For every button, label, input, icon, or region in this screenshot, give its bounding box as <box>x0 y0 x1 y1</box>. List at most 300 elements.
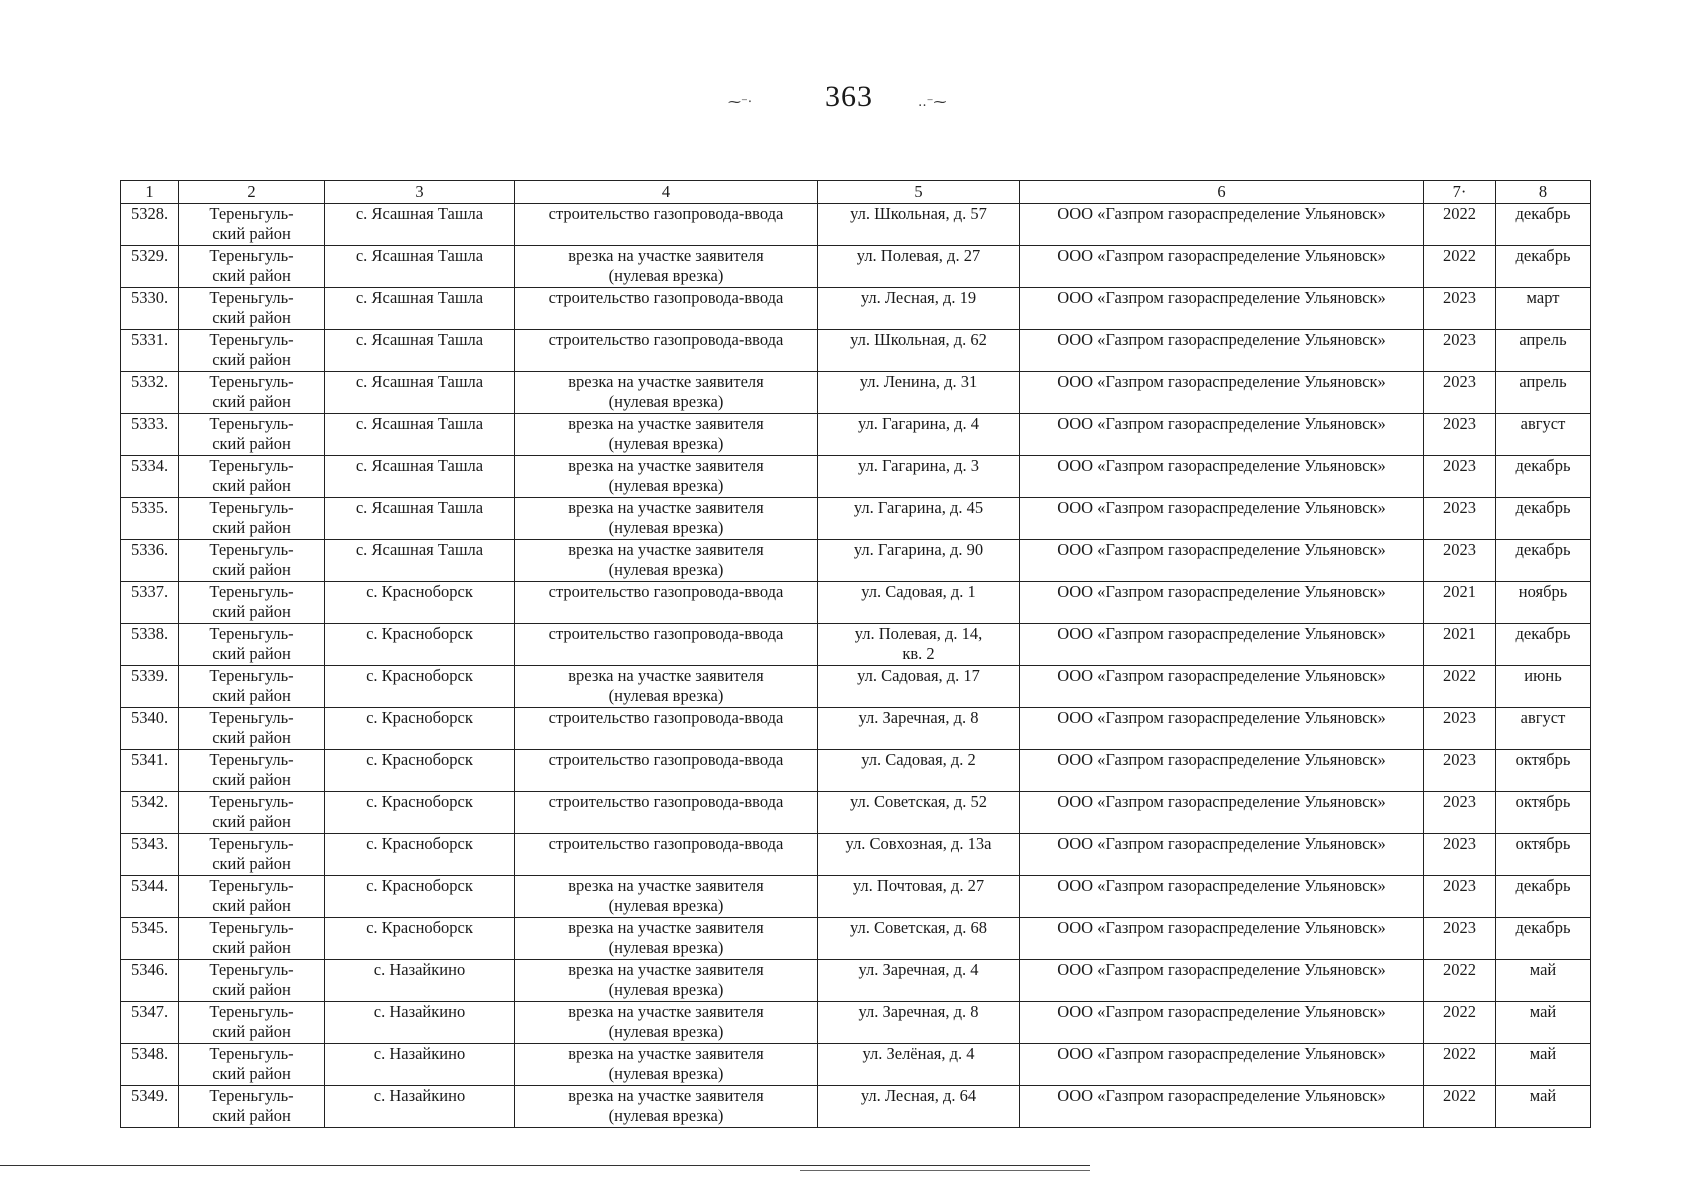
district-cell <box>179 288 325 330</box>
year-cell: 2023 <box>1424 288 1496 330</box>
month-cell: июнь <box>1496 666 1591 708</box>
settlement-cell: с. Назайкино <box>325 1044 515 1086</box>
work-type-cell-line: строительство газопровода-ввода <box>548 792 784 811</box>
work-type-cell <box>515 582 818 624</box>
work-type-cell <box>515 330 818 372</box>
address-cell <box>818 708 1020 750</box>
work-type-cell <box>515 1086 818 1128</box>
district-cell-line: Тереньгуль- <box>209 456 294 475</box>
settlement-cell: с. Ясашная Ташла <box>325 414 515 456</box>
year-cell: 2022 <box>1424 960 1496 1002</box>
district-cell <box>179 246 325 288</box>
work-type-cell-line: (нулевая врезка) <box>608 938 724 957</box>
organization-cell: ООО «Газпром газораспределение Ульяновск» <box>1020 414 1424 456</box>
address-cell <box>818 1002 1020 1044</box>
month-cell: декабрь <box>1496 498 1591 540</box>
table-row <box>121 540 1591 582</box>
address-cell-line: ул. Садовая, д. 1 <box>861 582 976 601</box>
table-row <box>121 288 1591 330</box>
district-cell <box>179 918 325 960</box>
address-cell-line: ул. Заречная, д. 4 <box>858 960 979 979</box>
address-cell-line: ул. Лесная, д. 19 <box>860 288 977 307</box>
table-row <box>121 792 1591 834</box>
organization-cell: ООО «Газпром газораспределение Ульяновск» <box>1020 246 1424 288</box>
row-number: 5348. <box>121 1044 179 1086</box>
year-cell: 2022 <box>1424 666 1496 708</box>
work-type-cell <box>515 540 818 582</box>
district-cell-line: Тереньгуль- <box>209 1044 294 1063</box>
table-row <box>121 414 1591 456</box>
address-cell <box>818 246 1020 288</box>
settlement-cell: с. Красноборск <box>325 666 515 708</box>
table-row <box>121 372 1591 414</box>
month-cell: декабрь <box>1496 456 1591 498</box>
address-cell <box>818 372 1020 414</box>
district-cell-line: ский район <box>212 896 291 915</box>
address-cell-line: ул. Школьная, д. 62 <box>850 330 987 349</box>
organization-cell: ООО «Газпром газораспределение Ульяновск» <box>1020 792 1424 834</box>
district-cell-line: Тереньгуль- <box>209 960 294 979</box>
table-row <box>121 582 1591 624</box>
row-number: 5335. <box>121 498 179 540</box>
work-type-cell-line: врезка на участке заявителя <box>568 918 764 937</box>
district-cell-line: Тереньгуль- <box>209 1002 294 1021</box>
address-cell-line: ул. Зелёная, д. 4 <box>862 1044 975 1063</box>
year-cell: 2023 <box>1424 540 1496 582</box>
address-cell-line: ул. Советская, д. 68 <box>849 918 988 937</box>
organization-cell: ООО «Газпром газораспределение Ульяновск» <box>1020 750 1424 792</box>
address-cell <box>818 540 1020 582</box>
district-cell <box>179 666 325 708</box>
table-row <box>121 1044 1591 1086</box>
organization-cell: ООО «Газпром газораспределение Ульяновск» <box>1020 330 1424 372</box>
row-number: 5346. <box>121 960 179 1002</box>
register-body <box>121 204 1591 1128</box>
year-cell: 2023 <box>1424 876 1496 918</box>
table-row <box>121 456 1591 498</box>
row-number: 5333. <box>121 414 179 456</box>
address-cell <box>818 792 1020 834</box>
address-cell <box>818 834 1020 876</box>
address-cell-line: ул. Садовая, д. 2 <box>861 750 976 769</box>
year-cell: 2022 <box>1424 1086 1496 1128</box>
work-type-cell-line: врезка на участке заявителя <box>568 876 764 895</box>
district-cell <box>179 498 325 540</box>
work-type-cell <box>515 834 818 876</box>
address-cell <box>818 1086 1020 1128</box>
work-type-cell-line: строительство газопровода-ввода <box>548 834 784 853</box>
work-type-cell-line: (нулевая врезка) <box>608 980 724 999</box>
address-cell <box>818 750 1020 792</box>
settlement-cell: с. Назайкино <box>325 1086 515 1128</box>
work-type-cell-line: врезка на участке заявителя <box>568 540 764 559</box>
settlement-cell: с. Ясашная Ташла <box>325 498 515 540</box>
work-type-cell-line: врезка на участке заявителя <box>568 1086 764 1105</box>
district-cell-line: ский район <box>212 1064 291 1083</box>
organization-cell: ООО «Газпром газораспределение Ульяновск» <box>1020 204 1424 246</box>
address-cell <box>818 414 1020 456</box>
organization-cell: ООО «Газпром газораспределение Ульяновск» <box>1020 498 1424 540</box>
work-type-cell <box>515 372 818 414</box>
district-cell-line: ский район <box>212 392 291 411</box>
district-cell-line: ский район <box>212 770 291 789</box>
work-type-cell-line: строительство газопровода-ввода <box>548 624 784 643</box>
settlement-cell: с. Ясашная Ташла <box>325 288 515 330</box>
month-cell: март <box>1496 288 1591 330</box>
table-row <box>121 960 1591 1002</box>
row-number: 5331. <box>121 330 179 372</box>
work-type-cell <box>515 624 818 666</box>
work-type-cell <box>515 204 818 246</box>
settlement-cell: с. Ясашная Ташла <box>325 246 515 288</box>
month-cell: октябрь <box>1496 750 1591 792</box>
district-cell-line: ский район <box>212 1106 291 1125</box>
address-cell-line: ул. Гагарина, д. 4 <box>858 414 979 433</box>
work-type-cell-line: врезка на участке заявителя <box>568 414 764 433</box>
organization-cell: ООО «Газпром газораспределение Ульяновск» <box>1020 372 1424 414</box>
district-cell-line: Тереньгуль- <box>209 288 294 307</box>
address-cell <box>818 918 1020 960</box>
district-cell <box>179 540 325 582</box>
row-number: 5340. <box>121 708 179 750</box>
year-cell: 2023 <box>1424 372 1496 414</box>
address-cell <box>818 330 1020 372</box>
month-cell: апрель <box>1496 372 1591 414</box>
work-type-cell-line: врезка на участке заявителя <box>568 456 764 475</box>
settlement-cell: с. Красноборск <box>325 750 515 792</box>
year-cell: 2023 <box>1424 918 1496 960</box>
settlement-cell: с. Ясашная Ташла <box>325 204 515 246</box>
district-cell-line: ский район <box>212 560 291 579</box>
year-cell: 2023 <box>1424 708 1496 750</box>
work-type-cell <box>515 666 818 708</box>
year-cell: 2021 <box>1424 582 1496 624</box>
district-cell <box>179 750 325 792</box>
table-row <box>121 246 1591 288</box>
address-cell-line: ул. Лесная, д. 64 <box>860 1086 977 1105</box>
header-row <box>121 181 1591 204</box>
district-cell-line: ский район <box>212 644 291 663</box>
row-number: 5334. <box>121 456 179 498</box>
address-cell <box>818 666 1020 708</box>
table-row <box>121 1002 1591 1044</box>
work-type-cell <box>515 414 818 456</box>
district-cell <box>179 204 325 246</box>
row-number: 5339. <box>121 666 179 708</box>
month-cell: август <box>1496 708 1591 750</box>
work-type-cell-line: врезка на участке заявителя <box>568 372 764 391</box>
address-cell-line: ул. Заречная, д. 8 <box>858 1002 979 1021</box>
table-row <box>121 708 1591 750</box>
work-type-cell <box>515 750 818 792</box>
organization-cell: ООО «Газпром газораспределение Ульяновск» <box>1020 288 1424 330</box>
work-type-cell-line: (нулевая врезка) <box>608 476 724 495</box>
col-header-address: 5 <box>818 181 1020 204</box>
district-cell <box>179 708 325 750</box>
work-type-cell-line: строительство газопровода-ввода <box>548 288 784 307</box>
settlement-cell: с. Назайкино <box>325 960 515 1002</box>
row-number: 5337. <box>121 582 179 624</box>
district-cell <box>179 414 325 456</box>
address-cell <box>818 498 1020 540</box>
district-cell <box>179 960 325 1002</box>
district-cell <box>179 792 325 834</box>
work-type-cell-line: строительство газопровода-ввода <box>548 330 784 349</box>
month-cell: ноябрь <box>1496 582 1591 624</box>
month-cell: октябрь <box>1496 834 1591 876</box>
district-cell-line: Тереньгуль- <box>209 876 294 895</box>
organization-cell: ООО «Газпром газораспределение Ульяновск» <box>1020 624 1424 666</box>
district-cell-line: Тереньгуль- <box>209 918 294 937</box>
month-cell: декабрь <box>1496 246 1591 288</box>
district-cell-line: Тереньгуль- <box>209 792 294 811</box>
address-cell <box>818 204 1020 246</box>
table-row <box>121 918 1591 960</box>
work-type-cell-line: (нулевая врезка) <box>608 1022 724 1041</box>
work-type-cell <box>515 876 818 918</box>
work-type-cell <box>515 960 818 1002</box>
settlement-cell: с. Красноборск <box>325 624 515 666</box>
organization-cell: ООО «Газпром газораспределение Ульяновск» <box>1020 708 1424 750</box>
settlement-cell: с. Ясашная Ташла <box>325 372 515 414</box>
organization-cell: ООО «Газпром газораспределение Ульяновск» <box>1020 456 1424 498</box>
month-cell: май <box>1496 1002 1591 1044</box>
work-type-cell <box>515 918 818 960</box>
year-cell: 2022 <box>1424 204 1496 246</box>
organization-cell: ООО «Газпром газораспределение Ульяновск» <box>1020 1002 1424 1044</box>
settlement-cell: с. Ясашная Ташла <box>325 456 515 498</box>
work-type-cell-line: врезка на участке заявителя <box>568 666 764 685</box>
margin-mark-right: ‥⁻⁓ <box>918 94 947 109</box>
row-number: 5347. <box>121 1002 179 1044</box>
district-cell-line: Тереньгуль- <box>209 666 294 685</box>
row-number: 5338. <box>121 624 179 666</box>
district-cell-line: ский район <box>212 518 291 537</box>
col-header-organization: 6 <box>1020 181 1424 204</box>
work-type-cell-line: (нулевая врезка) <box>608 518 724 537</box>
row-number: 5332. <box>121 372 179 414</box>
district-cell-line: ский район <box>212 350 291 369</box>
work-type-cell-line: строительство газопровода-ввода <box>548 750 784 769</box>
row-number: 5329. <box>121 246 179 288</box>
district-cell <box>179 834 325 876</box>
month-cell: декабрь <box>1496 624 1591 666</box>
district-cell-line: Тереньгуль- <box>209 582 294 601</box>
district-cell <box>179 582 325 624</box>
year-cell: 2022 <box>1424 246 1496 288</box>
work-type-cell-line: врезка на участке заявителя <box>568 498 764 517</box>
address-cell-line: ул. Полевая, д. 27 <box>856 246 981 265</box>
work-type-cell-line: (нулевая врезка) <box>608 1064 724 1083</box>
address-cell <box>818 624 1020 666</box>
district-cell-line: ский район <box>212 1022 291 1041</box>
district-cell-line: Тереньгуль- <box>209 246 294 265</box>
work-type-cell-line: строительство газопровода-ввода <box>548 582 784 601</box>
page-number: 363 <box>825 80 873 113</box>
district-cell-line: Тереньгуль- <box>209 330 294 349</box>
work-type-cell <box>515 1044 818 1086</box>
district-cell-line: ский район <box>212 854 291 873</box>
district-cell <box>179 372 325 414</box>
col-header-number: 1 <box>121 181 179 204</box>
district-cell-line: ский район <box>212 812 291 831</box>
organization-cell: ООО «Газпром газораспределение Ульяновск» <box>1020 666 1424 708</box>
work-type-cell <box>515 708 818 750</box>
year-cell: 2022 <box>1424 1044 1496 1086</box>
month-cell: август <box>1496 414 1591 456</box>
address-cell-line: ул. Ленина, д. 31 <box>859 372 978 391</box>
year-cell: 2022 <box>1424 1002 1496 1044</box>
address-cell-line: ул. Советская, д. 52 <box>849 792 988 811</box>
work-type-cell <box>515 498 818 540</box>
bottom-rule-secondary <box>800 1170 1090 1171</box>
row-number: 5342. <box>121 792 179 834</box>
district-cell-line: Тереньгуль- <box>209 708 294 727</box>
year-cell: 2023 <box>1424 330 1496 372</box>
work-type-cell <box>515 792 818 834</box>
month-cell: май <box>1496 1044 1591 1086</box>
address-cell-line: ул. Заречная, д. 8 <box>858 708 979 727</box>
district-cell-line: ский район <box>212 308 291 327</box>
organization-cell: ООО «Газпром газораспределение Ульяновск» <box>1020 582 1424 624</box>
district-cell-line: ский район <box>212 728 291 747</box>
month-cell: декабрь <box>1496 918 1591 960</box>
organization-cell: ООО «Газпром газораспределение Ульяновск» <box>1020 876 1424 918</box>
table-row <box>121 624 1591 666</box>
organization-cell: ООО «Газпром газораспределение Ульяновск» <box>1020 960 1424 1002</box>
year-cell: 2023 <box>1424 498 1496 540</box>
district-cell-line: Тереньгуль- <box>209 540 294 559</box>
settlement-cell: с. Красноборск <box>325 876 515 918</box>
work-type-cell-line: врезка на участке заявителя <box>568 960 764 979</box>
work-type-cell-line: врезка на участке заявителя <box>568 1002 764 1021</box>
month-cell: декабрь <box>1496 540 1591 582</box>
district-cell-line: ский район <box>212 686 291 705</box>
month-cell: октябрь <box>1496 792 1591 834</box>
settlement-cell: с. Ясашная Ташла <box>325 330 515 372</box>
table-row <box>121 876 1591 918</box>
district-cell-line: Тереньгуль- <box>209 624 294 643</box>
district-cell-line: ский район <box>212 476 291 495</box>
col-header-district: 2 <box>179 181 325 204</box>
district-cell-line: Тереньгуль- <box>209 834 294 853</box>
register-table <box>120 180 1591 1128</box>
table-row <box>121 330 1591 372</box>
organization-cell: ООО «Газпром газораспределение Ульяновск» <box>1020 540 1424 582</box>
row-number: 5345. <box>121 918 179 960</box>
work-type-cell-line: (нулевая врезка) <box>608 1106 724 1125</box>
district-cell <box>179 1044 325 1086</box>
address-cell <box>818 456 1020 498</box>
table-row <box>121 1086 1591 1128</box>
month-cell: декабрь <box>1496 204 1591 246</box>
address-cell <box>818 288 1020 330</box>
organization-cell: ООО «Газпром газораспределение Ульяновск» <box>1020 918 1424 960</box>
settlement-cell: с. Красноборск <box>325 792 515 834</box>
district-cell <box>179 1002 325 1044</box>
table-row <box>121 750 1591 792</box>
work-type-cell-line: строительство газопровода-ввода <box>548 204 784 223</box>
work-type-cell-line: (нулевая врезка) <box>608 896 724 915</box>
settlement-cell: с. Красноборск <box>325 582 515 624</box>
district-cell-line: Тереньгуль- <box>209 1086 294 1105</box>
work-type-cell-line: (нулевая врезка) <box>608 560 724 579</box>
district-cell <box>179 330 325 372</box>
address-cell-line: ул. Гагарина, д. 90 <box>853 540 984 559</box>
row-number: 5328. <box>121 204 179 246</box>
row-number: 5341. <box>121 750 179 792</box>
table-row <box>121 204 1591 246</box>
district-cell-line: ский район <box>212 602 291 621</box>
district-cell-line: Тереньгуль- <box>209 414 294 433</box>
work-type-cell <box>515 456 818 498</box>
address-cell-line: ул. Садовая, д. 17 <box>857 666 980 685</box>
district-cell <box>179 876 325 918</box>
month-cell: апрель <box>1496 330 1591 372</box>
district-cell-line: Тереньгуль- <box>209 750 294 769</box>
work-type-cell-line: (нулевая врезка) <box>608 686 724 705</box>
district-cell-line: Тереньгуль- <box>209 372 294 391</box>
row-number: 5349. <box>121 1086 179 1128</box>
col-header-month: 8 <box>1496 181 1591 204</box>
work-type-cell <box>515 288 818 330</box>
work-type-cell-line: врезка на участке заявителя <box>568 246 764 265</box>
work-type-cell <box>515 246 818 288</box>
organization-cell: ООО «Газпром газораспределение Ульяновск» <box>1020 1044 1424 1086</box>
work-type-cell <box>515 1002 818 1044</box>
table-row <box>121 834 1591 876</box>
year-cell: 2023 <box>1424 834 1496 876</box>
district-cell-line: ский район <box>212 938 291 957</box>
col-header-work: 4 <box>515 181 818 204</box>
address-cell-line: ул. Почтовая, д. 27 <box>852 876 985 895</box>
table-row <box>121 498 1591 540</box>
work-type-cell-line: строительство газопровода-ввода <box>548 708 784 727</box>
year-cell: 2023 <box>1424 750 1496 792</box>
address-cell-line: ул. Полевая, д. 14, <box>854 624 983 643</box>
work-type-cell-line: (нулевая врезка) <box>608 266 724 285</box>
row-number: 5344. <box>121 876 179 918</box>
address-cell-line: кв. 2 <box>902 644 935 663</box>
district-cell-line: Тереньгуль- <box>209 498 294 517</box>
work-type-cell-line: (нулевая врезка) <box>608 434 724 453</box>
settlement-cell: с. Красноборск <box>325 834 515 876</box>
month-cell: май <box>1496 1086 1591 1128</box>
year-cell: 2023 <box>1424 792 1496 834</box>
district-cell-line: ский район <box>212 266 291 285</box>
settlement-cell: с. Назайкино <box>325 1002 515 1044</box>
year-cell: 2021 <box>1424 624 1496 666</box>
address-cell-line: ул. Гагарина, д. 45 <box>853 498 984 517</box>
district-cell-line: ский район <box>212 980 291 999</box>
table-row <box>121 666 1591 708</box>
district-cell-line: Тереньгуль- <box>209 204 294 223</box>
address-cell-line: ул. Гагарина, д. 3 <box>858 456 979 475</box>
year-cell: 2023 <box>1424 414 1496 456</box>
col-header-year: 7· <box>1424 181 1496 204</box>
address-cell-line: ул. Совхозная, д. 13а <box>845 834 992 853</box>
district-cell <box>179 624 325 666</box>
address-cell-line: ул. Школьная, д. 57 <box>850 204 987 223</box>
district-cell <box>179 1086 325 1128</box>
organization-cell: ООО «Газпром газораспределение Ульяновск» <box>1020 834 1424 876</box>
district-cell-line: ский район <box>212 434 291 453</box>
row-number: 5336. <box>121 540 179 582</box>
row-number: 5343. <box>121 834 179 876</box>
address-cell <box>818 582 1020 624</box>
district-cell <box>179 456 325 498</box>
year-cell: 2023 <box>1424 456 1496 498</box>
